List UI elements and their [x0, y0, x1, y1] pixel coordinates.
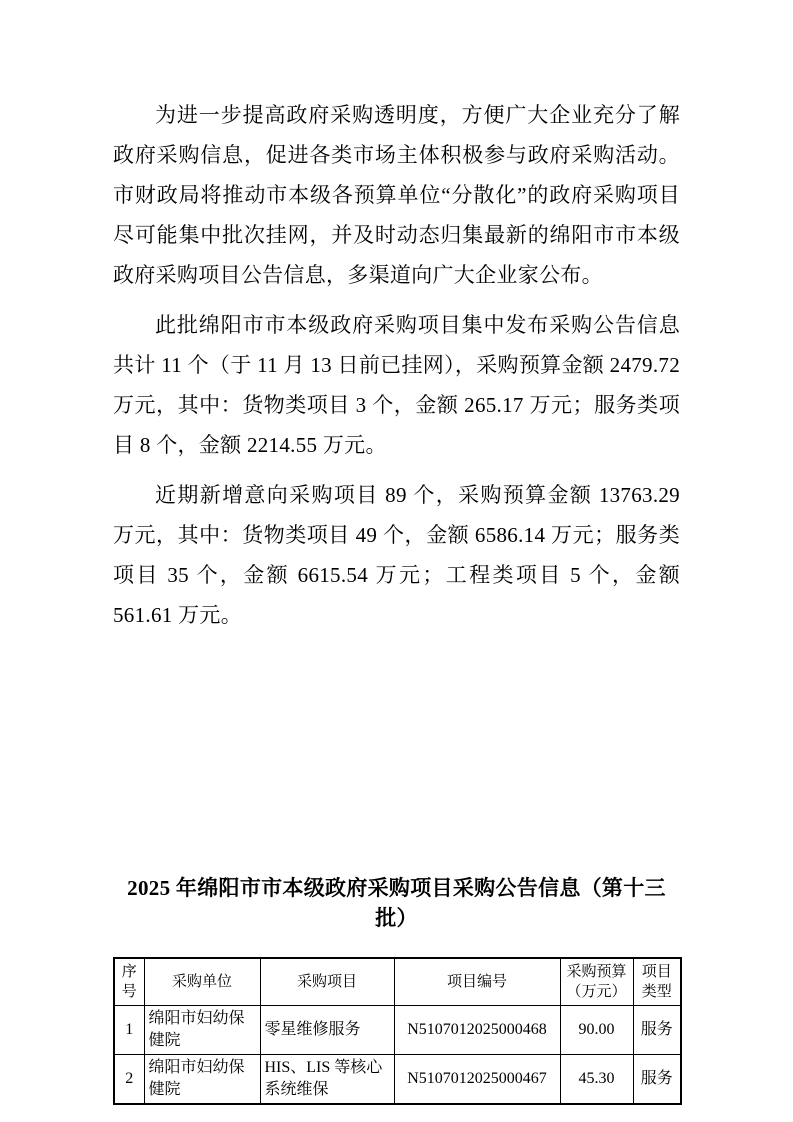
cell-seq-no: 1	[114, 1005, 144, 1054]
header-procurement-unit: 采购单位	[144, 958, 260, 1005]
header-project-type: 项目类型	[633, 958, 681, 1005]
intro-paragraph-1: 为进一步提高政府采购透明度，方便广大企业充分了解政府采购信息，促进各类市场主体积极参与政府采购活动。市财政局将推动市本级各预算单位“分散化”的政府采购项目尽可能集中批次挂网，并及时动态归集最新的绵阳市市本级政府采购项目公告信息，多渠道向广大企业家公布。	[113, 103, 680, 287]
cell-procurement-project: 零星维修服务	[260, 1005, 394, 1054]
header-budget: 采购预算（万元）	[560, 958, 633, 1005]
cell-project-number: N5107012025000467	[394, 1054, 560, 1104]
procurement-table	[113, 957, 682, 1105]
table-title: 2025 年绵阳市市本级政府采购项目采购公告信息（第十三批）	[127, 876, 666, 930]
cell-project-number: N5107012025000468	[394, 1005, 560, 1054]
header-seq-no: 序号	[114, 958, 144, 1005]
cell-seq-no: 2	[114, 1054, 144, 1104]
cell-procurement-unit: 绵阳市妇幼保健院	[144, 1005, 260, 1054]
cell-budget: 45.30	[560, 1054, 633, 1104]
header-project-number: 项目编号	[394, 958, 560, 1005]
intro-paragraph-2: 此批绵阳市市本级政府采购项目集中发布采购公告信息共计 11 个（于 11 月 13 日前已挂网），采购预算金额 2479.72 万元，其中：货物类项目 3 个，金额 265.17 万元；服务类项目 8 个，金额 2214.55 万元。	[113, 313, 680, 457]
intro-paragraph-3: 近期新增意向采购项目 89 个，采购预算金额 13763.29 万元，其中：货物类项目 49 个，金额 6586.14 万元；服务类项目 35 个，金额 6615.54 万元；工程类项目 5 个，金额 561.61 万元。	[113, 483, 680, 627]
cell-procurement-project: HIS、LIS 等核心系统维保	[260, 1054, 394, 1104]
cell-procurement-unit: 绵阳市妇幼保健院	[144, 1054, 260, 1104]
header-procurement-project: 采购项目	[260, 958, 394, 1005]
cell-project-type: 服务	[633, 1005, 681, 1054]
cell-budget: 90.00	[560, 1005, 633, 1054]
table-row-1	[114, 1005, 681, 1054]
table-row-2	[114, 1054, 681, 1104]
table-header-row	[114, 958, 681, 1005]
cell-project-type: 服务	[633, 1054, 681, 1104]
